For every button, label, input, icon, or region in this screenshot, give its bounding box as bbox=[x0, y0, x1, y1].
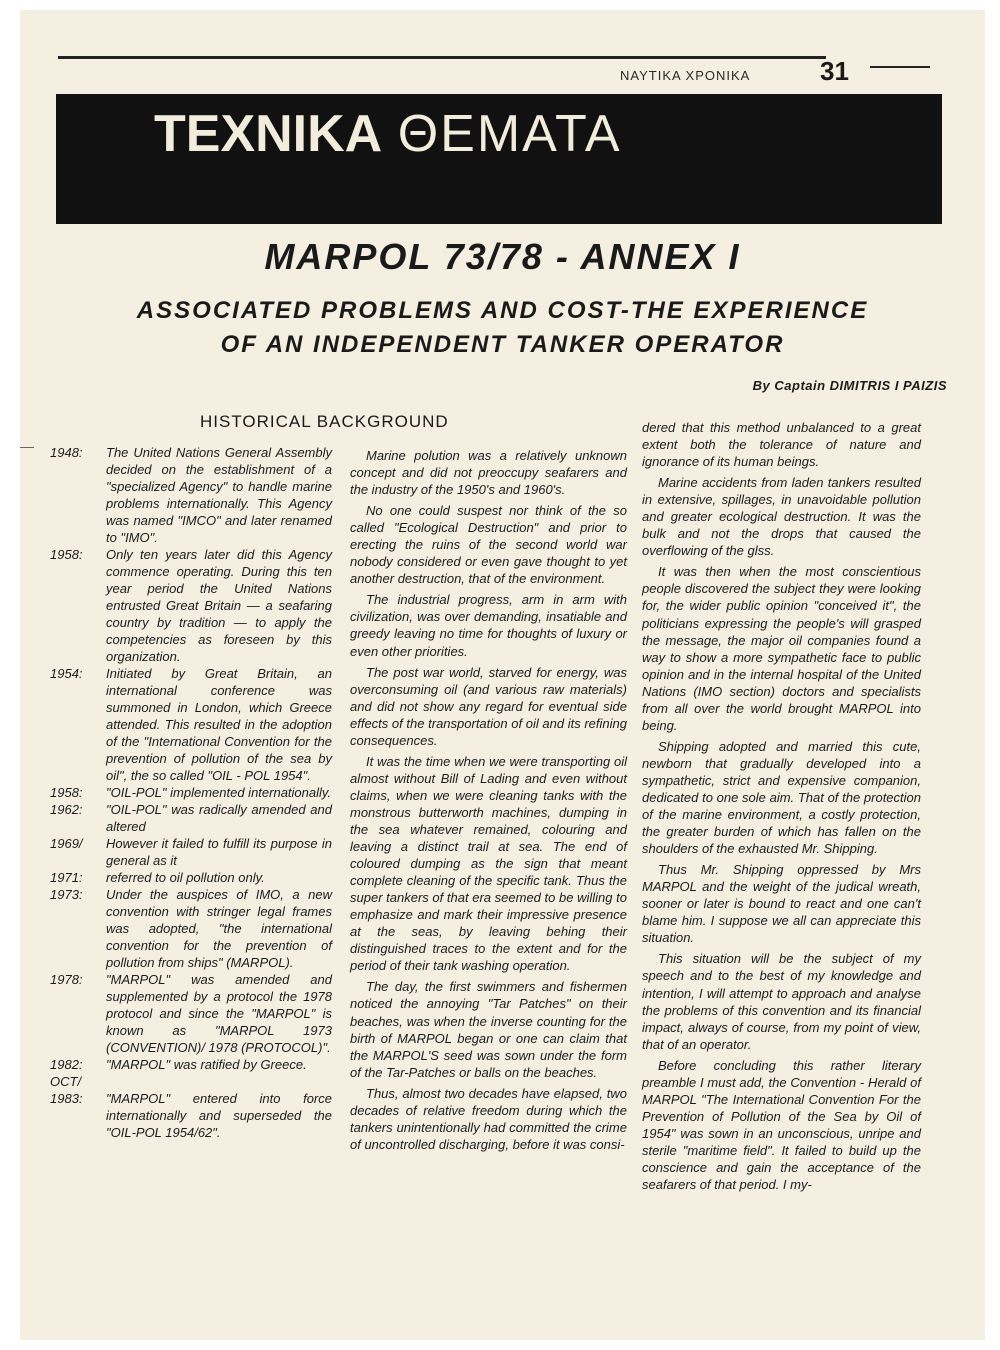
timeline-text: "OIL-POL" was radically amended and altered bbox=[106, 802, 332, 834]
timeline-year: 1958: bbox=[50, 547, 83, 562]
timeline-entry bbox=[50, 886, 340, 971]
banner-word-topics: ΘΕΜΑΤΑ bbox=[397, 105, 622, 163]
timeline-text bbox=[106, 1073, 332, 1090]
timeline bbox=[50, 444, 340, 1141]
paragraph: Before concluding this rather literary preamble I must add, the Convention - Herald of MARPOL "The International Convention For the Prevention of Pollution of the Sea by Oil of 1954" was sown in an unconscious, unripe and sterile "maritime field". It failed to build up the conscience and gain the acceptance of the seafarers of that period. I my- bbox=[642, 1057, 921, 1193]
paragraph: Marine polution was a relatively unknown concept and did not preoccupy seafarers and the industry of the 1950's and 1960's. bbox=[350, 448, 627, 498]
paragraph: It was then when the most conscientious people discovered the subject they were looking for, the wider public opinion "conceived it", the politicians expressing the people's will grasped the message, the major oil companies found a way to show a more sympathetic face to public opinion and in the internal hospital of the United Nations (IMO section) doctors and specialists from all over the world brought MARPOL into being. bbox=[642, 564, 921, 733]
column3-continuation: dered that this method unbalanced to a great extent both the tolerance of nature and ignorance of its human beings. bbox=[642, 420, 921, 470]
magazine-page bbox=[20, 10, 985, 1340]
paragraph: Thus, almost two decades have elapsed, two decades of relative freedom during which the tankers unintentionally had committed the crime of uncontrolled discharging, before it was consi- bbox=[350, 1085, 627, 1152]
timeline-year: 1983: bbox=[50, 1091, 83, 1106]
timeline-text: Initiated by Great Britain, an international conference was summoned in London, which Greece attended. This resulted in the adoption of the "International Convention for the prevention of pollution of the sea by oil", the so called "OIL - POL 1954". bbox=[106, 666, 332, 783]
paragraph: This situation will be the subject of my speech and to the best of my knowledge and intention, I will attempt to approach and analyse the problems of this convention and its financial impact, always of course, from my point of view, that of an operator. bbox=[642, 951, 921, 1052]
timeline-text: Only ten years later did this Agency commence operating. During this ten year period the United Nations entrusted Great Britain — a seafaring country by tradition — to apply the competencies as foreseen by this organization. bbox=[106, 547, 332, 664]
paragraph: Thus Mr. Shipping oppressed by Mrs MARPOL and the weight of the judical wreath, sooner or later is bound to react and one can't blame him. I suppose we all can appreciate this situation. bbox=[642, 862, 921, 946]
banner-title bbox=[154, 104, 622, 164]
page-number: 31 bbox=[820, 56, 849, 86]
timeline-text: "MARPOL" was ratified by Greece. bbox=[106, 1057, 307, 1072]
paragraph: The post war world, starved for energy, was overconsuming oil (and various raw materials) and did not show any regard for eventual side effects of the transportation of oil and its refining consequences. bbox=[350, 664, 627, 748]
article-column-3 bbox=[642, 419, 921, 1197]
timeline-text: "MARPOL" entered into force internationally and superseded the "OIL-POL 1954/62". bbox=[106, 1091, 332, 1140]
timeline-year: 1982: bbox=[50, 1057, 83, 1072]
section-banner bbox=[56, 94, 942, 224]
header-rule-right bbox=[870, 66, 930, 68]
timeline-year: 1969/ bbox=[50, 836, 83, 851]
timeline-entry bbox=[50, 971, 340, 1056]
timeline-entry bbox=[50, 869, 340, 886]
timeline-text: "OIL-POL" implemented internationally. bbox=[106, 785, 332, 800]
paragraph: The day, the first swimmers and fishermen noticed the annoying "Tar Patches" on their beaches, was when the inverse counting for the birth of MARPOL began or one can claim that the MARPOL'S seed was sown under the form of the Tar-Patches or balls on the beaches. bbox=[350, 979, 627, 1080]
timeline-entry bbox=[50, 1090, 340, 1141]
article-column-2 bbox=[350, 447, 627, 1157]
timeline-text: referred to oil pollution only. bbox=[106, 870, 265, 885]
article-title: MARPOL 73/78 - ANNEX I bbox=[264, 236, 741, 277]
margin-mark bbox=[20, 447, 34, 448]
timeline-entry bbox=[50, 546, 340, 665]
timeline-year: 1971: bbox=[50, 870, 83, 885]
timeline-text: Under the auspices of IMO, a new convention with stringer legal frames was adopted, "the international convention for the prevention of pollution from ships" (MARPOL). bbox=[106, 887, 332, 970]
timeline-year: 1978: bbox=[50, 972, 83, 987]
timeline-year: 1948: bbox=[50, 445, 83, 460]
magazine-name: ΝΑΥΤΙΚΑ ΧΡΟΝΙΚΑ bbox=[620, 68, 751, 83]
timeline-year: 1962: bbox=[50, 802, 83, 817]
timeline-year: 1954: bbox=[50, 666, 83, 681]
paragraph: The industrial progress, arm in arm with civilization, was over demanding, insatiable and greedy leaving no time for thoughts of luxury or even other priorities. bbox=[350, 592, 627, 659]
banner-word-technical: ΤΕΧΝΙΚΑ bbox=[154, 105, 383, 163]
timeline-entry bbox=[50, 444, 340, 546]
paragraph: Marine accidents from laden tankers resulted in extensive, spillages, in unavoidable pollution and greater ecological destruction. It was the bulk and not the drops that caused the overflowing of the glss. bbox=[642, 475, 921, 559]
timeline-text: However it failed to fulfill its purpose in general as it bbox=[106, 836, 332, 868]
article-subtitle-line2: OF AN INDEPENDENT TANKER OPERATOR bbox=[220, 331, 785, 358]
paragraph: No one could suspest nor think of the so called "Ecological Destruction" and prior to erecting the ruins of the second world war nobody considered or even gave thought to yet another destruction, that of the environment. bbox=[350, 503, 627, 587]
timeline-year: 1973: bbox=[50, 887, 83, 902]
timeline-text: "MARPOL" was amended and supplemented by a protocol the 1978 protocol and since the "MARPOL" is known as "MARPOL 1973 (CONVENTION)/ 1978 (PROTOCOL)". bbox=[106, 972, 332, 1055]
timeline-entry bbox=[50, 665, 340, 784]
header-rule bbox=[58, 56, 826, 59]
paragraph: Shipping adopted and married this cute, newborn that gradually developed into a sympathetic, strict and expensive companion, dedicated to one sole aim. That of the protection of the marine environment, a costly protection, the greater burden of which has fallen on the shoulders of the exhausted Mr. Shipping. bbox=[642, 738, 921, 857]
section-heading: HISTORICAL BACKGROUND bbox=[200, 412, 449, 431]
paragraph: It was the time when we were transporting oil almost without Bill of Lading and even without claims, when we were cleaning tanks with the monstrous butterworth machines, dumping in the sea whatever remained, colouring and leaving a distinct trail at sea. The end of coloured dumping as the sign that meant complete cleaning of the specific tank. Thus the super tankers of that era seemed to be willing to emphasize and mark their impressive presence at the seas, by leaving behing their distinguished traces to the extent and for the period of their tank washing operation. bbox=[350, 753, 627, 974]
timeline-entry bbox=[50, 784, 340, 801]
timeline-text: The United Nations General Assembly decided on the establishment of a "specialized Agency" to handle marine problems internationally. This Agency was named "IMCO" and later renamed to "IMO". bbox=[106, 445, 332, 545]
timeline-entry bbox=[50, 801, 340, 835]
timeline-entry bbox=[50, 1073, 340, 1090]
byline: By Captain DIMITRIS I PAIZIS bbox=[752, 378, 947, 393]
article-subtitle-line1: ASSOCIATED PROBLEMS AND COST-THE EXPERIENCE bbox=[136, 297, 869, 324]
timeline-year: 1958: bbox=[50, 785, 83, 800]
timeline-year: OCT/ bbox=[50, 1074, 82, 1089]
timeline-entry bbox=[50, 835, 340, 869]
timeline-entry bbox=[50, 1056, 340, 1073]
